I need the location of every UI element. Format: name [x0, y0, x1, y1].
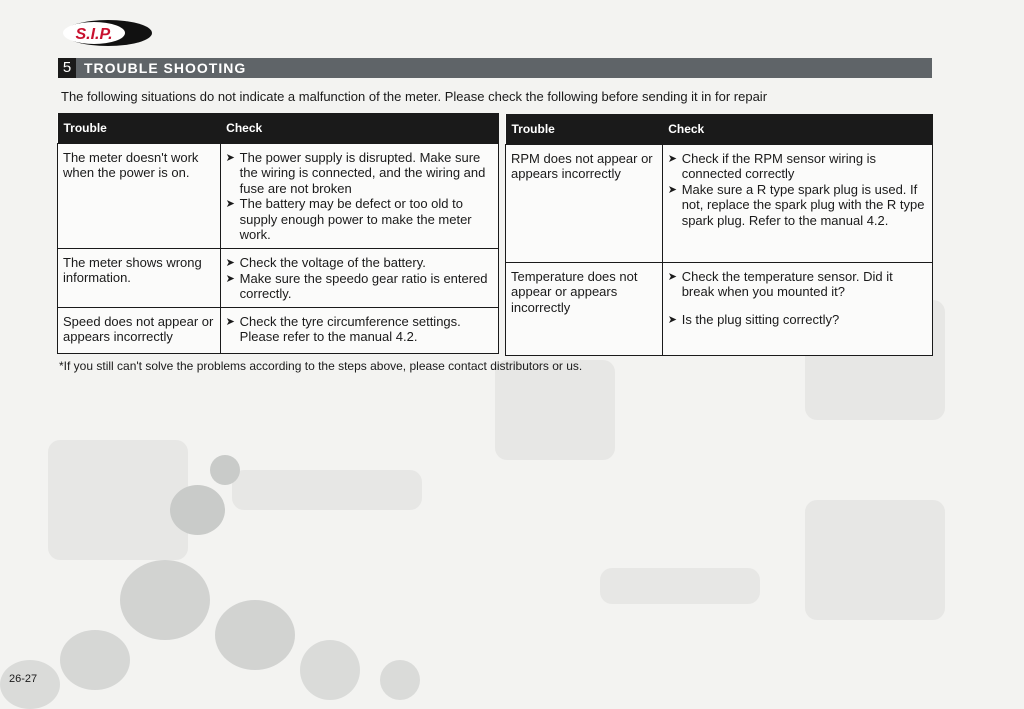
- header-check: Check: [220, 113, 498, 143]
- trouble-table-right: [505, 114, 933, 356]
- section-title: TROUBLE SHOOTING: [84, 60, 247, 76]
- arrow-bullet-icon: ➤: [225, 198, 235, 210]
- check-cell: [220, 248, 498, 307]
- trouble-cell: RPM does not appear or appears incorrectly: [506, 144, 663, 262]
- check-item: ➤ Make sure the speedo gear ratio is entered correctly.: [225, 270, 488, 301]
- arrow-bullet-icon: ➤: [225, 315, 235, 328]
- check-item: ➤ Check if the RPM sensor wiring is connected correctly: [667, 150, 877, 181]
- arrow-bullet-icon: ➤: [225, 272, 235, 285]
- check-cell: [220, 307, 498, 353]
- check-cell: [220, 143, 498, 248]
- trouble-cell: Speed does not appear or appears incorrectly: [58, 307, 221, 353]
- check-item: ➤ Check the voltage of the battery.: [225, 254, 426, 270]
- header-trouble: Trouble: [506, 114, 663, 144]
- header-check: Check: [662, 114, 932, 144]
- arrow-bullet-icon: ➤: [667, 183, 677, 196]
- arrow-bullet-icon: ➤: [225, 151, 235, 164]
- check-item: ➤ Is the plug sitting correctly?: [667, 311, 840, 327]
- section-header: [58, 58, 932, 78]
- table-header-row: [506, 114, 933, 144]
- table-header-row: [58, 113, 499, 143]
- trouble-table-left: [57, 113, 499, 354]
- arrow-bullet-icon: ➤: [667, 152, 677, 165]
- check-item: ➤ Check the tyre circumference settings. Please refer to the manual 4.2.: [225, 313, 461, 344]
- footnote: *If you still can't solve the problems according to the steps above, please contact distributors or us.: [59, 359, 583, 373]
- trouble-cell: The meter shows wrong information.: [58, 248, 221, 307]
- trouble-cell: The meter doesn't work when the power is on.: [58, 143, 221, 248]
- table-row: [58, 307, 499, 353]
- check-item: ➤ The battery may be defect or too old to supply enough power to make the meter work.: [225, 196, 472, 242]
- table-row: [58, 248, 499, 307]
- arrow-bullet-icon: ➤: [667, 313, 677, 326]
- check-item: ➤ Make sure a R type spark plug is used. If not, replace the spark plug with the R type spark plug. Refer to the manual 4.2.: [667, 181, 925, 228]
- page-number: 26-27: [9, 673, 38, 685]
- trouble-cell: Temperature does not appear or appears incorrectly: [506, 262, 663, 355]
- section-number: 5: [58, 58, 76, 78]
- table-row: [58, 143, 499, 248]
- sip-logo-icon: [58, 19, 152, 47]
- table-row: [506, 144, 933, 262]
- check-cell: [662, 144, 932, 262]
- arrow-bullet-icon: ➤: [225, 256, 235, 269]
- table-row: [506, 262, 933, 355]
- intro-text: The following situations do not indicate a malfunction of the meter. Please check the following before sending it in for repair: [61, 89, 768, 104]
- check-item: ➤ Check the temperature sensor. Did it break when you mounted it?: [667, 268, 893, 299]
- check-cell: [662, 262, 932, 355]
- logo-text: S.I.P.: [75, 26, 113, 43]
- check-item: ➤ The power supply is disrupted. Make sure the wiring is connected, and the wiring and fuse are not broken: [225, 149, 486, 196]
- arrow-bullet-icon: ➤: [667, 270, 677, 283]
- header-trouble: Trouble: [58, 113, 221, 143]
